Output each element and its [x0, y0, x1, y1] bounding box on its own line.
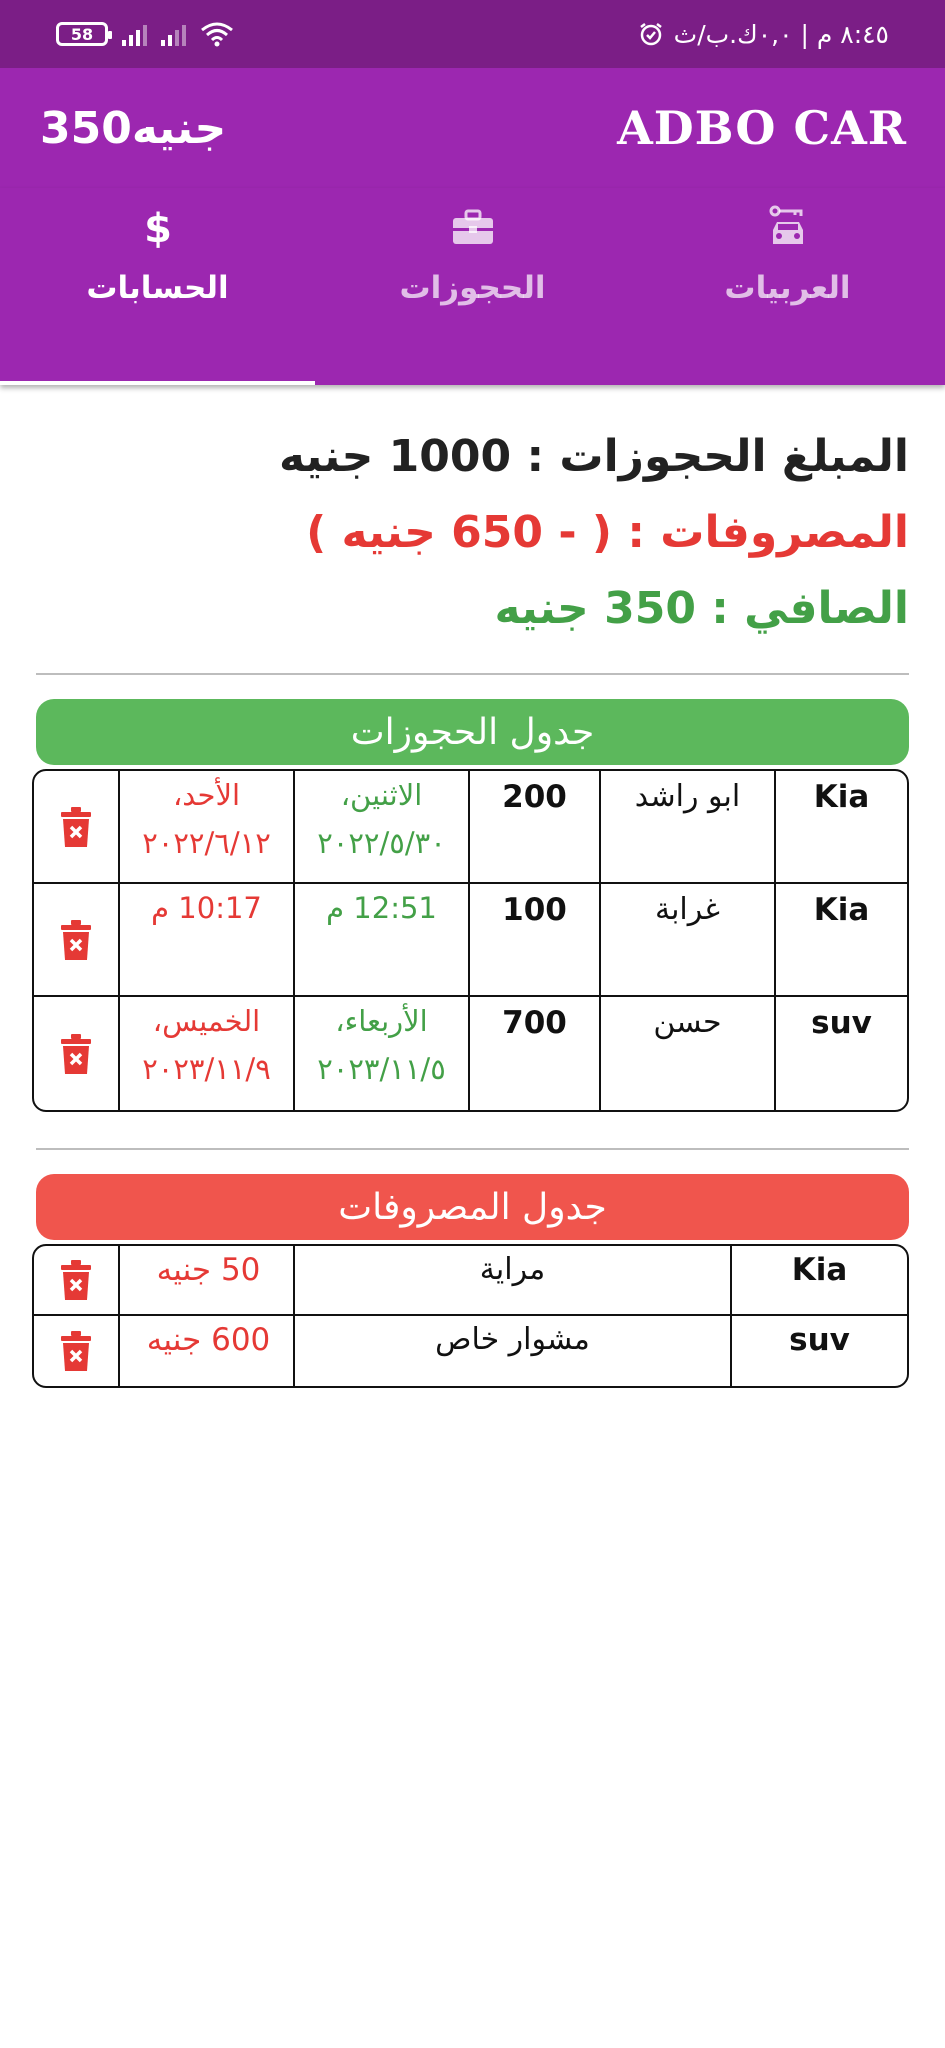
- booking-end-date: الأحد، ٢٠٢٢/٦/١٢: [120, 771, 295, 884]
- svg-text:$: $: [143, 206, 172, 250]
- tab-cars[interactable]: [630, 188, 945, 385]
- divider: [36, 673, 909, 675]
- booking-customer: غرابة: [601, 884, 776, 997]
- booking-end-date: 10:17 م: [120, 884, 295, 997]
- expense-row: [34, 1246, 907, 1316]
- tab-label: الحجوزات: [399, 270, 546, 306]
- balance-display: 350جنيه: [40, 102, 227, 154]
- status-right: [638, 20, 889, 49]
- expense-car: Kia: [732, 1246, 907, 1316]
- delete-booking-button[interactable]: [34, 771, 120, 884]
- car-key-icon: [765, 204, 811, 250]
- wifi-icon: [200, 21, 234, 47]
- bookings-total: المبلغ الحجوزات : 1000 جنيه: [279, 431, 909, 482]
- expense-amount: 600 جنيه: [120, 1316, 295, 1386]
- tab-accounts[interactable]: [0, 188, 315, 385]
- alarm-icon: [638, 21, 664, 47]
- battery-icon: [56, 22, 108, 46]
- tab-bookings[interactable]: [315, 188, 630, 385]
- app-title: ADBO CAR: [617, 101, 907, 155]
- delete-icon: [59, 1259, 93, 1301]
- tab-label: الحسابات: [86, 270, 229, 306]
- bookings-table: [32, 769, 909, 1112]
- delete-booking-button[interactable]: [34, 884, 120, 997]
- expense-item: مشوار خاص: [295, 1316, 732, 1386]
- booking-row: [34, 884, 907, 997]
- expense-item: مراية: [295, 1246, 732, 1316]
- delete-icon: [59, 806, 93, 848]
- tab-bar: [0, 188, 945, 385]
- delete-booking-button[interactable]: [34, 997, 120, 1110]
- booking-car: Kia: [776, 884, 907, 997]
- accounts-page: [0, 431, 945, 1388]
- booking-start-date: 12:51 م: [295, 884, 470, 997]
- booking-start-date: الاثنين، ٢٠٢٢/٥/٣٠: [295, 771, 470, 884]
- booking-car: suv: [811, 1005, 872, 1041]
- booking-customer: حسن: [601, 997, 776, 1110]
- booking-row: [34, 771, 907, 884]
- tab-label: العربيات: [724, 270, 851, 306]
- expense-amount: 50 جنيه: [120, 1246, 295, 1316]
- status-time: ٨:٤٥ م | ٠,٠ك.ب/ث: [673, 19, 889, 49]
- delete-icon: [59, 1330, 93, 1372]
- signal-icon: [161, 22, 186, 46]
- booking-customer: ابو راشد: [601, 771, 776, 884]
- title-row: [0, 68, 945, 188]
- expenses-table-title: جدول المصروفات: [36, 1174, 909, 1240]
- booking-start-date: الأربعاء، ٢٠٢٣/١١/٥: [295, 997, 470, 1110]
- booking-row: [34, 997, 907, 1110]
- briefcase-icon: [450, 204, 496, 250]
- status-icons: [56, 21, 234, 47]
- delete-icon: [59, 919, 93, 961]
- expenses-total: المصروفات : ( - 650 جنيه ): [306, 507, 909, 558]
- booking-end-date: الخميس، ٢٠٢٣/١١/٩: [120, 997, 295, 1110]
- divider: [36, 1148, 909, 1150]
- delete-icon: [59, 1033, 93, 1075]
- booking-amount: 100: [470, 884, 601, 997]
- net-total: الصافي : 350 جنيه: [494, 583, 909, 634]
- booking-amount: 700: [470, 997, 601, 1110]
- booking-amount: 200: [470, 771, 601, 884]
- delete-expense-button[interactable]: [34, 1316, 120, 1386]
- signal-icon: [122, 22, 147, 46]
- expenses-table: [32, 1244, 909, 1388]
- status-bar: [0, 0, 945, 68]
- booking-car: Kia: [776, 771, 907, 884]
- bookings-table-title: جدول الحجوزات: [36, 699, 909, 765]
- expense-row: [34, 1316, 907, 1386]
- expense-car: suv: [789, 1322, 850, 1358]
- delete-expense-button[interactable]: [34, 1246, 120, 1316]
- battery-level: 58: [70, 24, 94, 44]
- dollar-icon: [135, 204, 181, 250]
